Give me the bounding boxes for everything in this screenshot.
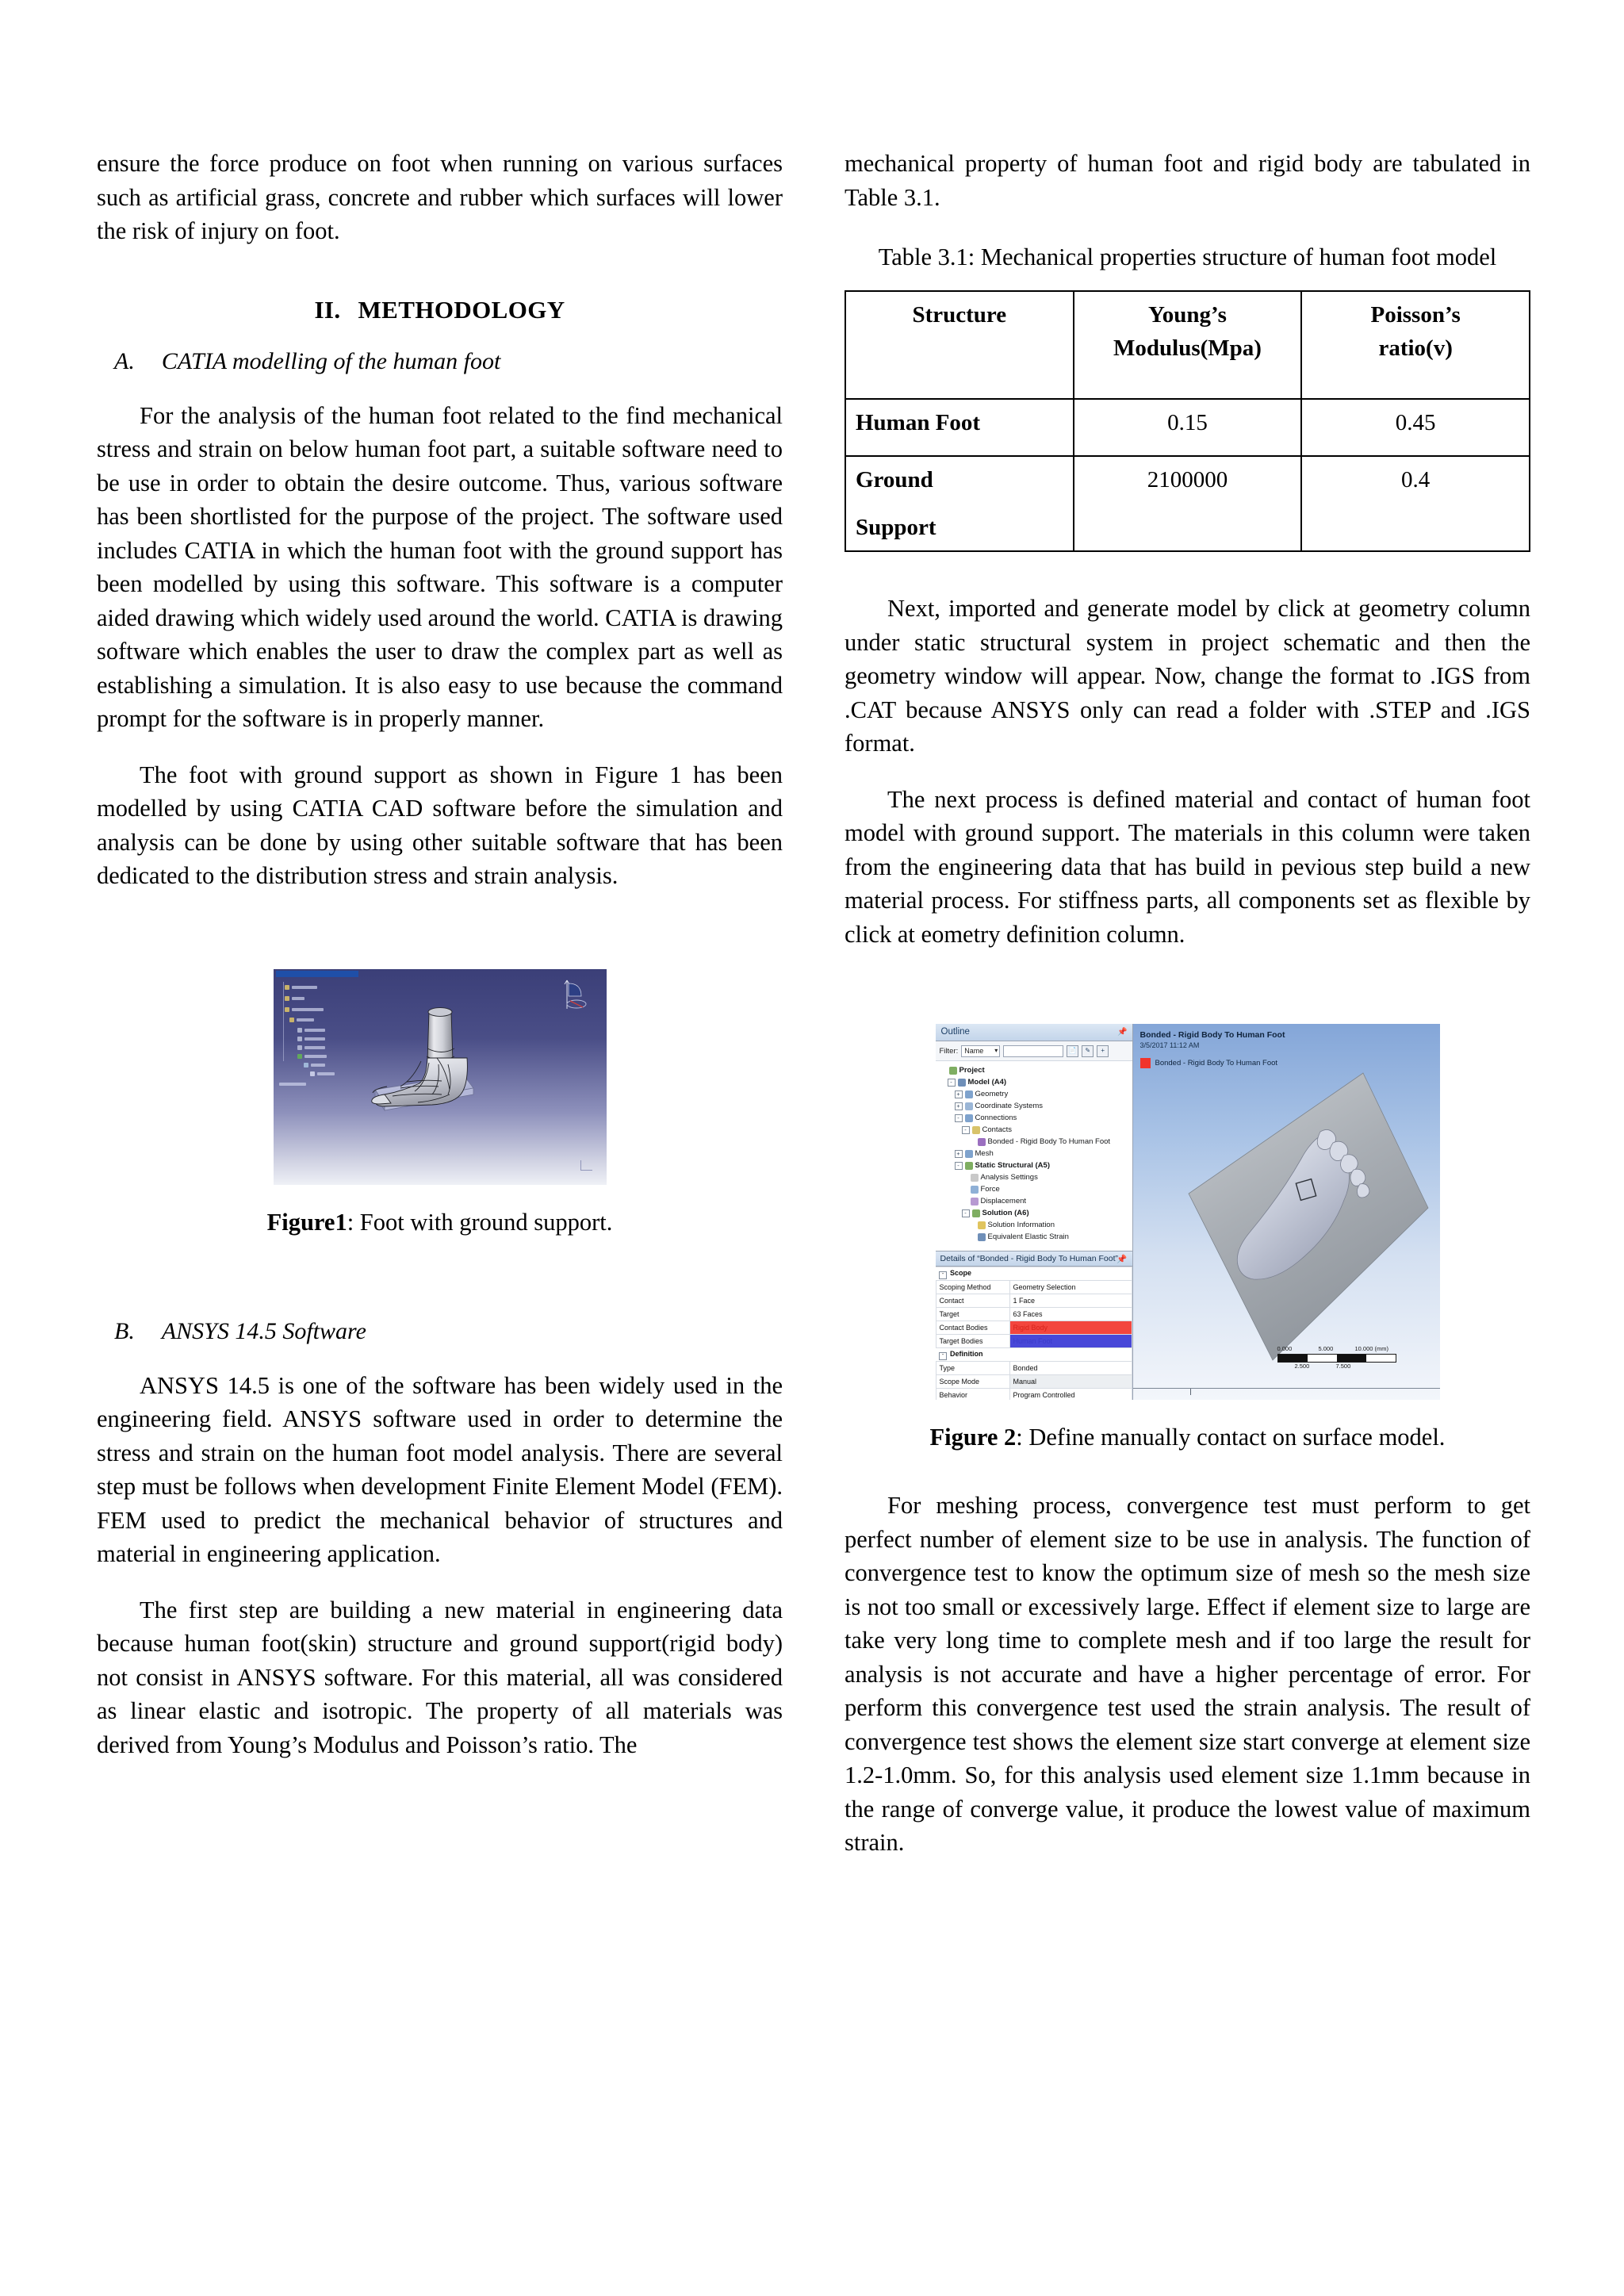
details-key-cell: Scoping Method [936,1281,1009,1294]
pin-icon[interactable]: 📌 [1117,1028,1128,1037]
tree-node-icon [978,1221,986,1229]
table-cell-poissons-ground-support: 0.4 [1301,456,1530,551]
tree-node-label: Force [980,1185,1000,1194]
table-cell-ground-line1: Ground [856,467,933,493]
legend-color-swatch [1140,1058,1151,1068]
paragraph-catia-modelling: For the analysis of the human foot related to the find mechanical stress and strain on below human foot part, a suitable software need to be use in order to obtain the desire outcome. Thus, various software has been shortlisted for the purpose of the project. The software used includes CATIA in which the human foot with the ground support has been modelled by using this software. This software is a computer aided drawing which widely used around the world. CATIA is drawing software which enables the user to draw the complex part as well as establishing a simulation. It is also easy to use because the command prompt for the software is in properly manner. [97,401,783,732]
table-cell-ground-line2: Support [856,515,936,540]
tree-expander-icon[interactable]: + [955,1091,963,1098]
scale-label-10: 10.000 (mm) [1354,1345,1389,1352]
table-header-row [845,291,1530,399]
details-group-label: Definition [950,1349,983,1358]
scale-label-7-5: 7.500 [1335,1363,1351,1370]
right-column [845,147,1530,1882]
tree-node-label: Bonded - Rigid Body To Human Foot [987,1137,1111,1146]
outline-filter-row [936,1041,1132,1061]
collapse-icon[interactable]: - [939,1271,947,1279]
paragraph-foot-ground-support: The foot with ground support as shown in Figure 1 has been modelled by using CATIA CAD software before the simulation and analysis can be done by using other suitable software that has been dedicated to the distribution stress and strain analysis. [97,761,783,889]
tree-node-label: Solution Information [987,1221,1055,1229]
tree-node-label: Model (A4) [967,1078,1007,1087]
section-title: METHODOLOGY [358,295,565,324]
details-key-cell: Target [936,1308,1009,1321]
outline-tree-item[interactable] [940,1148,1132,1159]
details-row [936,1362,1132,1375]
details-group-cell [936,1267,1132,1281]
outline-tree-item[interactable] [940,1124,1132,1136]
scale-label-5: 5.000 [1318,1345,1334,1352]
outline-tree [936,1061,1132,1243]
table-header-youngs-line1: Young’s [1148,302,1227,328]
tree-node-icon [958,1079,966,1087]
legend-label: Bonded - Rigid Body To Human Foot [1155,1059,1278,1068]
viewport-timestamp: 3/5/2017 11:12 AM [1139,1041,1200,1049]
details-row [936,1281,1132,1294]
subsection-title-b: ANSYS 14.5 Software [161,1317,366,1344]
filter-select[interactable] [961,1045,1000,1057]
figure-1-caption [97,1205,783,1239]
details-table [936,1267,1132,1400]
details-panel-title-text: Details of “Bonded - Rigid Body To Human Foot” [940,1254,1118,1263]
details-value-cell[interactable]: Manual [1009,1375,1132,1389]
details-key-cell: Type [936,1362,1009,1375]
catia-foot-model-3d [274,969,607,1185]
outline-tree-item[interactable] [940,1219,1132,1231]
details-value-cell[interactable]: Geometry Selection [1009,1281,1132,1294]
table-mechanical-properties [845,290,1530,552]
tree-node-icon [978,1138,986,1146]
details-key-cell: Contact Bodies [936,1321,1009,1335]
details-row [936,1335,1132,1348]
outline-tree-item[interactable] [940,1064,1132,1076]
table-header-poissons-line1: Poisson’s [1370,302,1461,328]
figure-1-block [97,969,783,1239]
outline-tree-item[interactable] [940,1231,1132,1243]
details-group-label: Scope [950,1268,972,1277]
ansys-left-panel [936,1024,1133,1400]
details-row [936,1375,1132,1389]
details-key-cell: Behavior [936,1389,1009,1401]
paragraph-first-step-material: The first step are building a new material in engineering data because human foot(skin) structure and ground support(rigid body) not consist in ANSYS software. For this material, all was considered as linear elastic and isotropic. The property of all materials was derived from Young’s Modulus and Poisson’s ratio. The [97,1596,783,1758]
outline-tree-item[interactable] [940,1088,1132,1100]
details-value-cell[interactable]: Bonded [1009,1362,1132,1375]
details-value-cell[interactable]: Human Foot [1009,1335,1132,1348]
table-header-youngs-line2: Modulus(Mpa) [1113,335,1262,361]
details-key-cell: Scope Mode [936,1375,1009,1389]
paragraph-ansys-intro: ANSYS 14.5 is one of the software has been widely used in the engineering field. ANSYS software used in order to determine the stress and strain on the human foot model analysis. There are several step must be follows when development Finite Element Model (FEM). FEM used to predict the mechanical behavior of structures and material in engineering application. [97,1371,783,1567]
table-cell-poissons-human-foot: 0.45 [1301,399,1530,456]
tree-node-icon [949,1067,957,1075]
table-row [845,456,1530,551]
filter-copy-icon[interactable]: 📄 [1067,1045,1078,1057]
outline-tree-item[interactable] [940,1183,1132,1195]
table-cell-structure-ground-support [845,456,1074,551]
tree-node-icon [972,1209,980,1217]
subsection-letter-a: A. [114,347,135,374]
details-value-cell[interactable]: Rigid Body [1009,1321,1132,1335]
details-value-cell[interactable]: Program Controlled [1009,1389,1132,1401]
table-row [845,399,1530,456]
tree-node-label: Displacement [980,1197,1027,1205]
tree-node-label: Equivalent Elastic Strain [987,1232,1069,1241]
viewport-legend [1140,1058,1278,1068]
tree-node-label: Coordinate Systems [975,1102,1044,1110]
figure-2-caption-text: : Define manually contact on surface model. [1016,1424,1446,1451]
ansys-3d-viewport[interactable] [1133,1024,1440,1400]
paragraph-continued-right: mechanical property of human foot and rigid body are tabulated in Table 3.1. [845,150,1530,211]
tree-node-icon [971,1174,979,1182]
filter-text-input[interactable] [1003,1045,1063,1057]
outline-tree-item[interactable] [940,1100,1132,1112]
tree-node-label: Solution (A6) [982,1209,1029,1217]
filter-highlight-icon[interactable]: ✎ [1082,1045,1094,1057]
table-header-poissons-ratio [1301,291,1530,399]
tree-node-label: Geometry [975,1090,1009,1098]
filter-select-value: Name [964,1046,984,1055]
viewport-status-divider [1133,1388,1440,1389]
tree-expander-icon[interactable]: - [962,1126,970,1134]
subsection-heading-a [97,348,783,375]
paragraph-material-contact: The next process is defined material and contact of human foot model with ground support. The materials in this column were taken from the engineering data that has build in pevious step build a new material process. For stiffness parts, all components set as flexible by click at eometry definition column. [845,785,1530,948]
tree-node-label: Contacts [982,1125,1012,1134]
tree-node-label: Mesh [975,1149,994,1158]
tree-expander-icon[interactable]: - [955,1114,963,1122]
figure-1-caption-text: : Foot with ground support. [347,1208,613,1236]
scale-label-0: 0.000 [1277,1345,1293,1352]
tree-expander-icon[interactable]: + [955,1102,963,1110]
two-column-layout [97,147,1530,1882]
outline-tree-item[interactable] [940,1171,1132,1183]
subsection-letter-b: B. [114,1317,135,1344]
viewport-title: Bonded - Rigid Body To Human Foot [1139,1030,1285,1040]
details-row [936,1294,1132,1308]
figure-1-image [274,969,607,1185]
outline-panel-title-text: Outline [940,1027,970,1037]
outline-tree-item[interactable] [940,1112,1132,1124]
details-row [936,1321,1132,1335]
outline-tree-item[interactable] [940,1136,1132,1148]
figure-2-caption [845,1420,1530,1454]
table-header-poissons-line2: ratio(v) [1378,335,1453,361]
details-pin-icon[interactable]: 📌 [1116,1255,1128,1264]
tree-node-icon [965,1102,973,1110]
table-cell-structure-human-foot: Human Foot [845,399,1074,456]
tree-node-label: Analysis Settings [980,1173,1038,1182]
table-header-structure: Structure [845,291,1074,399]
details-value-cell[interactable]: 1 Face [1009,1294,1132,1308]
scale-label-2-5: 2.500 [1294,1363,1310,1370]
filter-expand-icon[interactable]: + [1097,1045,1109,1057]
figure-2-block [845,1024,1530,1454]
outline-panel-title [936,1024,1132,1041]
details-panel-title [936,1251,1132,1267]
details-group-row [936,1348,1132,1362]
figure-1-caption-label: Figure1 [266,1208,347,1236]
rigid-body-plate-and-foot [1133,1024,1440,1400]
tree-node-label: Connections [975,1114,1017,1122]
details-key-cell: Contact [936,1294,1009,1308]
outline-tree-item[interactable] [940,1076,1132,1088]
outline-tree-item[interactable] [940,1207,1132,1219]
viewport-scale-bar [1277,1345,1396,1371]
table-caption-3-1: Table 3.1: Mechanical properties structure of human foot model [878,243,1497,270]
table-cell-youngs-human-foot: 0.15 [1074,399,1302,456]
table-cell-youngs-ground-support: 2100000 [1074,456,1302,551]
catia-compass-icon [562,977,591,1012]
viewport-status-tick [1190,1389,1191,1395]
subsection-heading-b [97,1318,783,1345]
details-row [936,1308,1132,1321]
paragraph-import-generate-model: Next, imported and generate model by click at geometry column under static structural system in project schematic and then the geometry window will appear. Now, change the format to .IGS from .CAT because ANSYS only can read a folder with .STEP and .IGS format. [845,595,1530,757]
section-heading-methodology [97,296,783,324]
left-column [97,147,783,1882]
tree-node-icon [971,1186,979,1194]
figure-2-caption-label: Figure 2 [929,1424,1017,1451]
details-row [936,1389,1132,1401]
details-key-cell: Target Bodies [936,1335,1009,1348]
collapse-icon[interactable]: - [939,1352,947,1360]
figure-2-image [936,1024,1440,1400]
tree-expander-icon[interactable]: - [962,1209,970,1217]
tree-expander-icon[interactable]: - [948,1079,956,1087]
catia-viewport-corner-marker [580,1160,592,1171]
details-group-cell [936,1348,1132,1362]
tree-node-icon [965,1150,973,1158]
outline-tree-item[interactable] [940,1195,1132,1207]
section-numeral: II. [314,295,341,324]
paragraph-continued-left: ensure the force produce on foot when running on various surfaces such as artificial grass, concrete and rubber which surfaces will lower the risk of injury on foot. [97,150,783,244]
filter-label: Filter: [939,1046,959,1056]
outline-tree-item[interactable] [940,1159,1132,1171]
scale-bar-graphic [1277,1354,1396,1363]
tree-node-icon [965,1114,973,1122]
tree-expander-icon[interactable]: - [955,1162,963,1170]
tree-node-icon [972,1126,980,1134]
tree-node-icon [965,1162,973,1170]
tree-node-icon [965,1091,973,1098]
details-group-row [936,1267,1132,1281]
details-value-cell[interactable]: 63 Faces [1009,1308,1132,1321]
table-header-youngs-modulus [1074,291,1302,399]
tree-expander-icon[interactable]: + [955,1150,963,1158]
subsection-title-a: CATIA modelling of the human foot [161,347,501,374]
tree-node-label: Project [959,1066,985,1075]
tree-node-icon [978,1233,986,1241]
tree-node-icon [971,1198,979,1205]
paragraph-meshing-convergence: For meshing process, convergence test must perform to get perfect number of element size to be use in analysis. The function of convergence test to know the optimum size of mesh so the mesh size is not too small or excessively large. Effect if element size to large are take very long time to complete mesh and if too large the result for analysis is not accurate and have a higher percentage of error. For perform this convergence test used the strain analysis. The result of convergence test shows the element size start converge at element size 1.2-1.0mm. So, for this analysis used element size 1.1mm because in the range of converge value, it produce the lowest value of maximum strain. [845,1492,1530,1856]
tree-node-label: Static Structural (A5) [975,1161,1050,1170]
